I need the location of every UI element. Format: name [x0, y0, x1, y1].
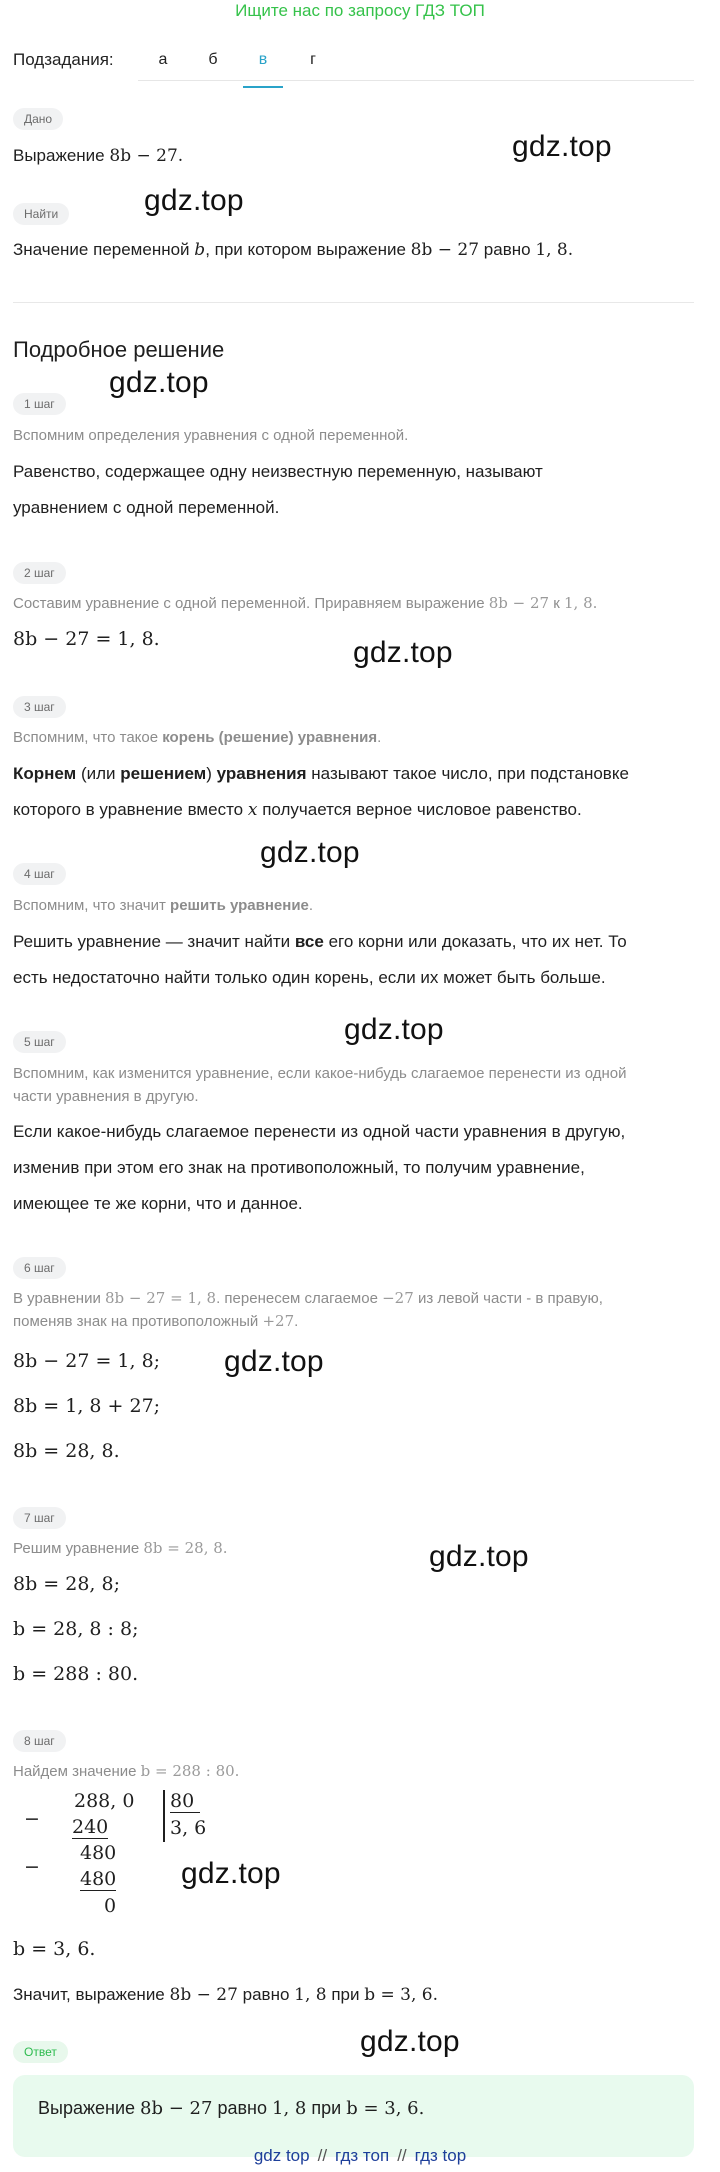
step-7-hint: Решим уравнение 8b = 28, 8.: [13, 1539, 228, 1557]
given-text: Выражение 8b − 27.: [13, 146, 184, 166]
step-6-hint: В уравнении 8b − 27 = 1, 8. перенесем слагаемое −27 из левой части - в правую, поменяв знак на противоположный +27.: [13, 1289, 603, 1330]
step-6-tag: 6 шаг: [13, 1257, 66, 1279]
footer-link-1[interactable]: gdz top: [253, 2146, 310, 2165]
watermark: gdz.top: [109, 366, 209, 399]
step-8-conclusion: Значит, выражение 8b − 27 равно 1, 8 при b = 3, 6.: [13, 1985, 439, 2005]
footer-links: [0, 2146, 720, 2166]
division-minus-2: −: [24, 1856, 40, 1878]
search-banner: Ищите нас по запросу ГДЗ ТОП: [235, 1, 485, 20]
step-3-tag: 3 шаг: [13, 696, 66, 718]
watermark: gdz.top: [512, 130, 612, 163]
step-4-line2: есть недостаточно найти только один корень, если их может быть больше.: [13, 968, 606, 987]
division-bar: [163, 1790, 165, 1842]
step-4-hint: Вспомним, что значит решить уравнение.: [13, 897, 314, 914]
step-7-eq1: 8b = 28, 8;: [13, 1573, 120, 1595]
division-quotient: 3, 6: [170, 1817, 207, 1839]
tab-g[interactable]: г: [310, 51, 316, 68]
given-tag: Дано: [13, 108, 63, 130]
step-5-line2: изменив при этом его знак на противоположный, то получим уравнение,: [13, 1158, 585, 1177]
subtask-tabs: [138, 48, 694, 81]
step-5-line1: Если какое-нибудь слагаемое перенести из одной части уравнения в другую,: [13, 1122, 626, 1141]
footer-separator: //: [397, 2146, 407, 2165]
step-2-hint: Составим уравнение с одной переменной. Приравняем выражение 8b − 27 к 1, 8.: [13, 594, 598, 612]
watermark: gdz.top: [144, 184, 244, 217]
given-expr: 8b − 27.: [109, 146, 184, 166]
find-text: Значение переменной b, при котором выражение 8b − 27 равно 1, 8.: [13, 240, 574, 260]
step-6-eq3: 8b = 28, 8.: [13, 1440, 120, 1462]
watermark: gdz.top: [360, 2025, 460, 2058]
step-1-line2: уравнением с одной переменной.: [13, 498, 280, 517]
step-1-hint: Вспомним определения уравнения с одной переменной.: [13, 427, 409, 444]
answer-text: Выражение 8b − 27 равно 1, 8 при b = 3, 6.: [38, 2098, 425, 2119]
find-tag: Найти: [13, 203, 69, 225]
step-5-line3: имеющее те же корни, что и данное.: [13, 1194, 303, 1213]
step-6-eq1: 8b − 27 = 1, 8;: [13, 1350, 161, 1372]
step-4-line1: Решить уравнение — значит найти все его корни или доказать, что их нет. То: [13, 932, 627, 951]
division-divisor: 80: [170, 1790, 200, 1813]
watermark: gdz.top: [224, 1345, 324, 1378]
step-3-line1: Корнем (или решением) уравнения называют такое число, при подстановке: [13, 764, 629, 783]
subtasks-label: Подзадания:: [13, 50, 114, 69]
watermark: gdz.top: [260, 836, 360, 869]
footer-separator: //: [317, 2146, 328, 2165]
division-subtrahend-2: 480: [80, 1868, 117, 1890]
footer-link-3[interactable]: гдз top: [414, 2146, 467, 2165]
watermark: gdz.top: [429, 1540, 529, 1573]
step-8-tag: 8 шаг: [13, 1730, 66, 1752]
footer-link-2[interactable]: гдз топ: [335, 2146, 390, 2165]
section-divider: [13, 302, 694, 303]
answer-tag: Ответ: [13, 2041, 68, 2063]
division-subtrahend-1: 240: [72, 1816, 109, 1838]
step-8-result: b = 3, 6.: [13, 1938, 96, 1960]
step-2-tag: 2 шаг: [13, 562, 66, 584]
tab-b[interactable]: б: [208, 51, 218, 68]
tab-a[interactable]: а: [158, 51, 168, 68]
step-3-hint: Вспомним, что такое корень (решение) уравнения.: [13, 729, 382, 746]
step-5-hint: Вспомним, как изменится уравнение, если какое-нибудь слагаемое перенести из одной части уравнения в другую.: [13, 1065, 627, 1105]
step-6-eq2: 8b = 1, 8 + 27;: [13, 1395, 161, 1417]
step-4-tag: 4 шаг: [13, 863, 66, 885]
division-remainder-2: 0: [104, 1895, 117, 1917]
step-7-eq2: b = 28, 8 : 8;: [13, 1618, 139, 1640]
tab-v[interactable]: в: [238, 48, 288, 80]
step-7-tag: 7 шаг: [13, 1507, 66, 1529]
solution-title: Подробное решение: [13, 337, 225, 362]
step-3-line2: которого в уравнение вместо x получается верное числовое равенство.: [13, 800, 582, 820]
watermark: gdz.top: [353, 636, 453, 669]
step-1-tag: 1 шаг: [13, 393, 66, 415]
step-8-hint: Найдем значение b = 288 : 80.: [13, 1762, 240, 1780]
division-remainder-1: 480: [80, 1842, 117, 1864]
step-5-tag: 5 шаг: [13, 1031, 66, 1053]
watermark: gdz.top: [181, 1857, 281, 1890]
step-2-equation: 8b − 27 = 1, 8.: [13, 628, 160, 650]
watermark: gdz.top: [344, 1013, 444, 1046]
step-1-line1: Равенство, содержащее одну неизвестную переменную, называют: [13, 462, 543, 481]
step-7-eq3: b = 288 : 80.: [13, 1663, 139, 1685]
division-dividend: 288, 0: [74, 1790, 135, 1812]
division-minus-1: −: [24, 1808, 40, 1830]
